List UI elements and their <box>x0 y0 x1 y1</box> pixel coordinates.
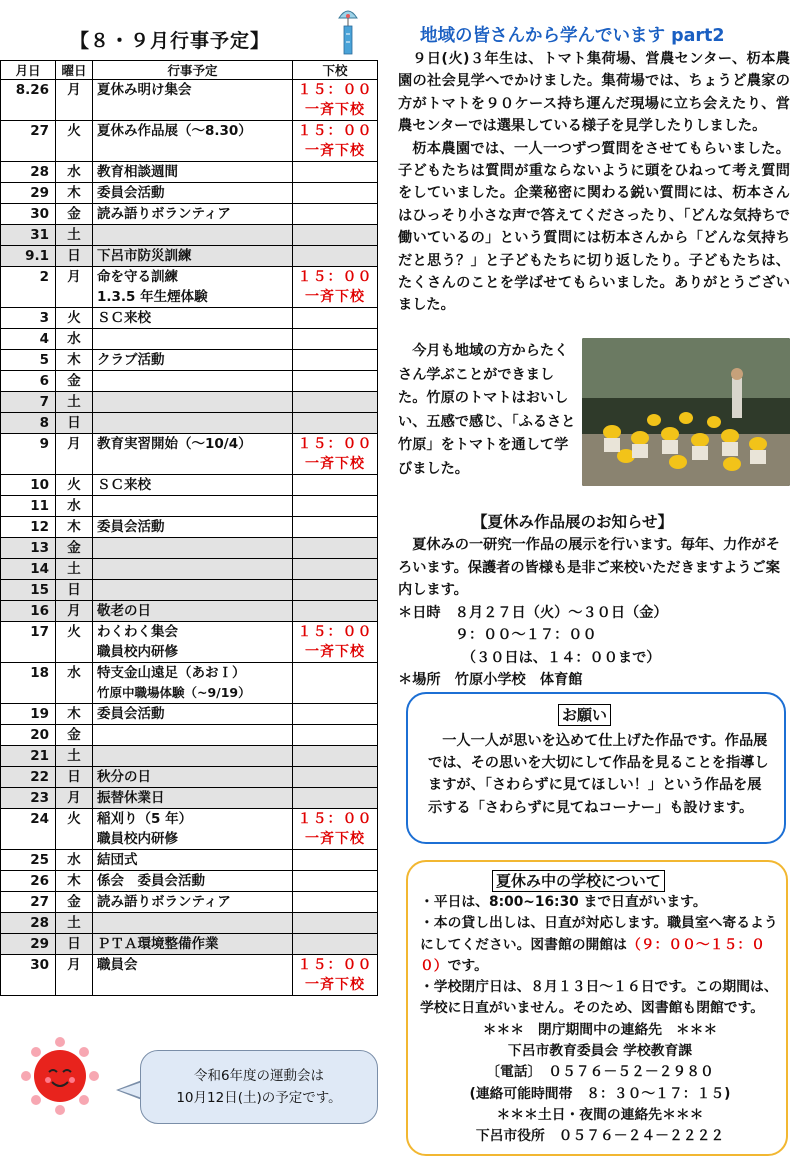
dismissal-note: 一斉下校 <box>305 143 365 159</box>
row-date: 7 <box>1 392 56 413</box>
row-dismissal <box>293 913 378 934</box>
row-dismissal <box>293 850 378 871</box>
schedule-row <box>1 746 378 767</box>
exhibit-title: 【夏休み作品展のお知らせ】 <box>472 513 674 531</box>
row-day: 火 <box>56 121 93 162</box>
article-paragraph-2: 杤本農園では、一人一つずつ質問をさせてもらいました。子どもたちは質問が重ならないように頭をひねって考え質問をしていました。企業秘密に関わる鋭い質問には、杤本さんはひっそり小さな声で答えてくださったり、「どんな気持ちで働いているの」という質問には杤本さんから「どんな気持ちだと思う？」と子どもたちに切り返したり。子どもたちは、たくさんのことを学ばせてもらいました。ありがとうございました。 <box>398 140 790 314</box>
row-dismissal <box>293 580 378 601</box>
row-event <box>93 767 293 788</box>
row-event-sub: 職員校内研修 <box>97 644 178 660</box>
row-dismissal <box>293 371 378 392</box>
row-event <box>93 80 293 121</box>
schedule-row <box>1 663 378 704</box>
schedule-row <box>1 725 378 746</box>
wind-chime-icon <box>336 4 360 56</box>
row-date: 20 <box>1 725 56 746</box>
row-dismissal <box>293 601 378 622</box>
row-event <box>93 392 293 413</box>
row-event <box>93 725 293 746</box>
row-event-main: ＳＣ来校 <box>97 310 151 326</box>
schedule-row <box>1 871 378 892</box>
row-event <box>93 246 293 267</box>
row-dismissal <box>293 475 378 496</box>
schedule-row <box>1 580 378 601</box>
row-event-main: 命を守る訓練 <box>97 269 178 285</box>
exhibit-body: 夏休みの一研究一作品の展示を行います。毎年、力作がそろいます。保護者の皆様も是非ご来校いただきますようご案内します。 <box>398 537 780 598</box>
row-date: 22 <box>1 767 56 788</box>
row-day: 日 <box>56 413 93 434</box>
row-event-main: 読み語りボランティア <box>97 894 231 910</box>
row-dismissal <box>293 496 378 517</box>
row-event <box>93 496 293 517</box>
schedule-row <box>1 913 378 934</box>
row-event-main: 夏休み明け集会 <box>97 82 192 98</box>
row-date: 17 <box>1 622 56 663</box>
row-date: 13 <box>1 538 56 559</box>
row-event-main: 教育相談週間 <box>97 164 178 180</box>
row-date: 19 <box>1 704 56 725</box>
row-day: 水 <box>56 850 93 871</box>
schedule-row <box>1 392 378 413</box>
row-event <box>93 517 293 538</box>
row-event <box>93 850 293 871</box>
row-date: 29 <box>1 934 56 955</box>
request-body: 一人一人が思いを込めて仕上げた作品です。作品展では、その思いを大切にして作品を見ることを指導しますが、「さわらずに見てほしい！」という作品を展示する「さわらずに見てねコーナー」も設けます。 <box>428 733 769 816</box>
row-date: 16 <box>1 601 56 622</box>
row-date: 4 <box>1 329 56 350</box>
article-paragraph-3: 今月も地域の方からたくさん学ぶことができました。竹原のトマトはおいしい、五感で感じ、「ふるさと竹原」をトマトを通して学びました。 <box>398 343 576 477</box>
contact-city-hall: 下呂市役所 ０５７６－２４－２２２２ <box>475 1128 725 1145</box>
row-event <box>93 538 293 559</box>
row-event-main: 読み語りボランティア <box>97 206 231 222</box>
row-event <box>93 704 293 725</box>
row-dismissal <box>293 162 378 183</box>
row-day: 日 <box>56 246 93 267</box>
row-day: 水 <box>56 663 93 704</box>
schedule-row <box>1 850 378 871</box>
row-date: 9 <box>1 434 56 475</box>
row-event-main: 係会 委員会活動 <box>97 873 205 889</box>
row-day: 火 <box>56 475 93 496</box>
row-event <box>93 622 293 663</box>
row-date: 9.1 <box>1 246 56 267</box>
summer-item-3: ・学校閉庁日は、８月１３日～１６日です。この期間は、学校に日直がいません。そのため、図書館も閉館です。 <box>420 979 778 1017</box>
schedule-row <box>1 204 378 225</box>
row-event-main: 結団式 <box>97 852 138 868</box>
row-dismissal <box>293 559 378 580</box>
row-date: 21 <box>1 746 56 767</box>
header-day: 曜日 <box>56 61 93 80</box>
row-event-main: 稲刈り（5 年） <box>97 811 193 827</box>
article-paragraph-1: ９日(火)３年生は、トマト集荷場、営農センター、杤本農園の社会見学へでかけました。集荷場では、ちょうど農家の方がトマトを９０ケース持ち運んだ現場に立ち会えたり、営農センターでは選果している様子を見学したりしました。 <box>398 51 790 135</box>
exhibit-notice <box>398 534 790 692</box>
article-title: 地域の皆さんから学んでいます part2 <box>420 26 725 46</box>
row-event <box>93 267 293 308</box>
row-event <box>93 746 293 767</box>
dismissal-note: 一斉下校 <box>305 977 365 993</box>
request-body-wrap <box>428 730 772 819</box>
row-date: 2 <box>1 267 56 308</box>
sun-mascot-icon <box>18 1034 102 1118</box>
row-day: 日 <box>56 767 93 788</box>
row-dismissal <box>293 308 378 329</box>
dismissal-note: 一斉下校 <box>305 289 365 305</box>
row-event-main: クラブ活動 <box>97 352 165 368</box>
header-dismissal: 下校 <box>293 61 378 80</box>
row-date: 14 <box>1 559 56 580</box>
row-date: 24 <box>1 809 56 850</box>
row-event-main: 夏休み作品展（～8.30） <box>97 123 252 139</box>
row-day: 木 <box>56 871 93 892</box>
row-event <box>93 580 293 601</box>
row-date: 18 <box>1 663 56 704</box>
row-event <box>93 934 293 955</box>
row-date: 10 <box>1 475 56 496</box>
row-day: 金 <box>56 892 93 913</box>
row-date: 28 <box>1 913 56 934</box>
row-event-main: 教育実習開始（～10/4） <box>97 436 252 452</box>
schedule-row <box>1 225 378 246</box>
row-event-main: 振替休業日 <box>97 790 165 806</box>
summer-item-2 <box>420 913 780 977</box>
row-date: 8 <box>1 413 56 434</box>
schedule-row <box>1 329 378 350</box>
header-event: 行事予定 <box>93 61 293 80</box>
row-event <box>93 308 293 329</box>
contact-phone: 〔電話〕 ０５７６－５２－２９８０ <box>486 1064 714 1081</box>
schedule-header-row <box>1 61 378 80</box>
schedule-row <box>1 162 378 183</box>
row-dismissal <box>293 246 378 267</box>
row-date: 8.26 <box>1 80 56 121</box>
dismissal-note: 一斉下校 <box>305 102 365 118</box>
row-dismissal <box>293 392 378 413</box>
row-event <box>93 183 293 204</box>
row-day: 金 <box>56 204 93 225</box>
row-event-main: 職員会 <box>97 957 138 973</box>
request-title: お願い <box>558 704 611 726</box>
summer-title: 夏休み中の学校について <box>492 870 665 892</box>
row-dismissal <box>293 871 378 892</box>
row-date: 6 <box>1 371 56 392</box>
article-body <box>398 48 790 317</box>
row-dismissal <box>293 413 378 434</box>
row-event-main: 委員会活動 <box>97 185 165 201</box>
row-event <box>93 204 293 225</box>
schedule-row <box>1 121 378 162</box>
row-event <box>93 788 293 809</box>
row-event <box>93 601 293 622</box>
sports-day-callout <box>140 1050 378 1124</box>
row-dismissal <box>293 622 378 663</box>
row-event <box>93 559 293 580</box>
summer-item-2b: です。 <box>447 957 488 974</box>
row-date: 3 <box>1 308 56 329</box>
exhibit-date: ＊日時 ８月２７日（火）～３０日（金） <box>398 604 668 621</box>
row-day: 月 <box>56 601 93 622</box>
row-dismissal <box>293 934 378 955</box>
row-day: 土 <box>56 913 93 934</box>
schedule-row <box>1 767 378 788</box>
dismissal-note: 一斉下校 <box>305 456 365 472</box>
schedule-row <box>1 559 378 580</box>
dismissal-time: １５：００ <box>297 624 373 640</box>
dismissal-note: 一斉下校 <box>305 644 365 660</box>
row-day: 月 <box>56 434 93 475</box>
row-event <box>93 913 293 934</box>
row-event <box>93 434 293 475</box>
row-event-main: 下呂市防災訓練 <box>97 248 192 264</box>
row-event-main: ＰＴＡ環境整備作業 <box>97 936 219 952</box>
row-date: 30 <box>1 955 56 996</box>
schedule-row <box>1 934 378 955</box>
callout-tail-fill <box>119 1082 142 1098</box>
row-day: 水 <box>56 162 93 183</box>
row-event-main: 特支金山遠足（あおＩ） <box>97 665 246 681</box>
row-event <box>93 371 293 392</box>
row-event-main: 秋分の日 <box>97 769 151 785</box>
row-day: 日 <box>56 580 93 601</box>
row-event <box>93 225 293 246</box>
dismissal-time: １５：００ <box>297 82 373 98</box>
row-day: 土 <box>56 746 93 767</box>
row-date: 15 <box>1 580 56 601</box>
row-day: 月 <box>56 267 93 308</box>
row-day: 月 <box>56 955 93 996</box>
row-date: 25 <box>1 850 56 871</box>
row-event <box>93 121 293 162</box>
schedule-row <box>1 788 378 809</box>
row-date: 30 <box>1 204 56 225</box>
schedule-row <box>1 183 378 204</box>
row-dismissal <box>293 80 378 121</box>
row-day: 木 <box>56 350 93 371</box>
row-dismissal <box>293 225 378 246</box>
row-event <box>93 663 293 704</box>
library-hours: （９：００～１５：００） <box>420 936 765 974</box>
row-day: 月 <box>56 80 93 121</box>
row-day: 水 <box>56 329 93 350</box>
row-day: 金 <box>56 538 93 559</box>
row-dismissal <box>293 434 378 475</box>
row-event-sub: 竹原中職場体験（~9/19） <box>97 685 251 700</box>
row-date: 28 <box>1 162 56 183</box>
schedule-row <box>1 246 378 267</box>
row-date: 11 <box>1 496 56 517</box>
schedule-row <box>1 267 378 308</box>
row-day: 水 <box>56 496 93 517</box>
schedule-row <box>1 80 378 121</box>
row-event-main: わくわく集会 <box>97 624 178 640</box>
row-day: 月 <box>56 788 93 809</box>
schedule-row <box>1 413 378 434</box>
summer-body <box>420 892 780 1148</box>
row-date: 27 <box>1 892 56 913</box>
row-event-sub: 職員校内研修 <box>97 831 178 847</box>
dismissal-time: １５：００ <box>297 123 373 139</box>
schedule-row <box>1 809 378 850</box>
row-event-main: 敬老の日 <box>97 603 151 619</box>
row-event-sub: 1.3.5 年生煙体験 <box>97 289 208 305</box>
schedule-body <box>1 80 378 996</box>
exhibit-time-note: （３０日は、１４：００まで） <box>398 649 661 666</box>
schedule-row <box>1 601 378 622</box>
row-day: 土 <box>56 392 93 413</box>
row-day: 木 <box>56 183 93 204</box>
schedule-row <box>1 496 378 517</box>
schedule-row <box>1 475 378 496</box>
row-event-main: ＳＣ来校 <box>97 477 151 493</box>
field-trip-photo <box>582 338 790 486</box>
row-date: 5 <box>1 350 56 371</box>
callout-line-1: 令和6年度の運動会は <box>193 1068 325 1084</box>
schedule-row <box>1 538 378 559</box>
row-dismissal <box>293 350 378 371</box>
row-dismissal <box>293 704 378 725</box>
schedule-row <box>1 308 378 329</box>
schedule-table <box>0 60 378 996</box>
dismissal-time: １５：００ <box>297 436 373 452</box>
schedule-row <box>1 434 378 475</box>
row-event <box>93 413 293 434</box>
row-date: 29 <box>1 183 56 204</box>
article-closing <box>398 340 578 481</box>
row-day: 金 <box>56 725 93 746</box>
dismissal-time: １５：００ <box>297 811 373 827</box>
contact-office: 下呂市教育委員会 学校教育課 <box>507 1043 693 1060</box>
row-event <box>93 892 293 913</box>
callout-line-2: 10月12日(土)の予定です。 <box>176 1090 342 1106</box>
row-event <box>93 475 293 496</box>
schedule-title: 【８・９月行事予定】 <box>70 30 271 52</box>
row-dismissal <box>293 809 378 850</box>
row-day: 火 <box>56 809 93 850</box>
row-date: 23 <box>1 788 56 809</box>
row-dismissal <box>293 329 378 350</box>
row-day: 金 <box>56 371 93 392</box>
row-dismissal <box>293 955 378 996</box>
contact-heading-2: ＊＊＊土日・夜間の連絡先＊＊＊ <box>496 1106 704 1123</box>
row-day: 火 <box>56 622 93 663</box>
row-date: 31 <box>1 225 56 246</box>
schedule-row <box>1 892 378 913</box>
contact-heading-1: ＊＊＊ 閉庁期間中の連絡先 ＊＊＊ <box>482 1021 718 1038</box>
row-dismissal <box>293 788 378 809</box>
row-dismissal <box>293 267 378 308</box>
row-day: 日 <box>56 934 93 955</box>
row-event-main: 委員会活動 <box>97 706 165 722</box>
row-dismissal <box>293 121 378 162</box>
row-event-main: 委員会活動 <box>97 519 165 535</box>
row-event <box>93 329 293 350</box>
row-dismissal <box>293 767 378 788</box>
contact-hours: (連絡可能時間帯 ８：３０～１７：１５) <box>469 1085 731 1102</box>
dismissal-time: １５：００ <box>297 269 373 285</box>
schedule-row <box>1 622 378 663</box>
row-event <box>93 162 293 183</box>
summer-item-2a: ・本の貸し出しは、日直が対応します。職員室へ寄るようにしてください。図書館の開館は <box>420 915 778 953</box>
row-event <box>93 955 293 996</box>
row-date: 27 <box>1 121 56 162</box>
row-day: 土 <box>56 225 93 246</box>
row-event <box>93 350 293 371</box>
schedule-row <box>1 704 378 725</box>
row-date: 26 <box>1 871 56 892</box>
row-dismissal <box>293 183 378 204</box>
schedule-row <box>1 955 378 996</box>
exhibit-time: ９：００～１７：００ <box>398 627 597 643</box>
row-dismissal <box>293 725 378 746</box>
row-dismissal <box>293 517 378 538</box>
row-event <box>93 809 293 850</box>
row-day: 火 <box>56 308 93 329</box>
row-dismissal <box>293 663 378 704</box>
row-day: 木 <box>56 517 93 538</box>
row-dismissal <box>293 538 378 559</box>
schedule-row <box>1 350 378 371</box>
row-date: 12 <box>1 517 56 538</box>
row-event <box>93 871 293 892</box>
row-day: 土 <box>56 559 93 580</box>
schedule-row <box>1 371 378 392</box>
exhibit-place: ＊場所 竹原小学校 体育館 <box>398 672 583 688</box>
header-date: 月日 <box>1 61 56 80</box>
row-day: 木 <box>56 704 93 725</box>
dismissal-note: 一斉下校 <box>305 831 365 847</box>
summer-item-1: ・平日は、8:00~16:30 まで日直がいます。 <box>420 894 707 910</box>
row-dismissal <box>293 892 378 913</box>
row-dismissal <box>293 204 378 225</box>
row-dismissal <box>293 746 378 767</box>
schedule-row <box>1 517 378 538</box>
dismissal-time: １５：００ <box>297 957 373 973</box>
